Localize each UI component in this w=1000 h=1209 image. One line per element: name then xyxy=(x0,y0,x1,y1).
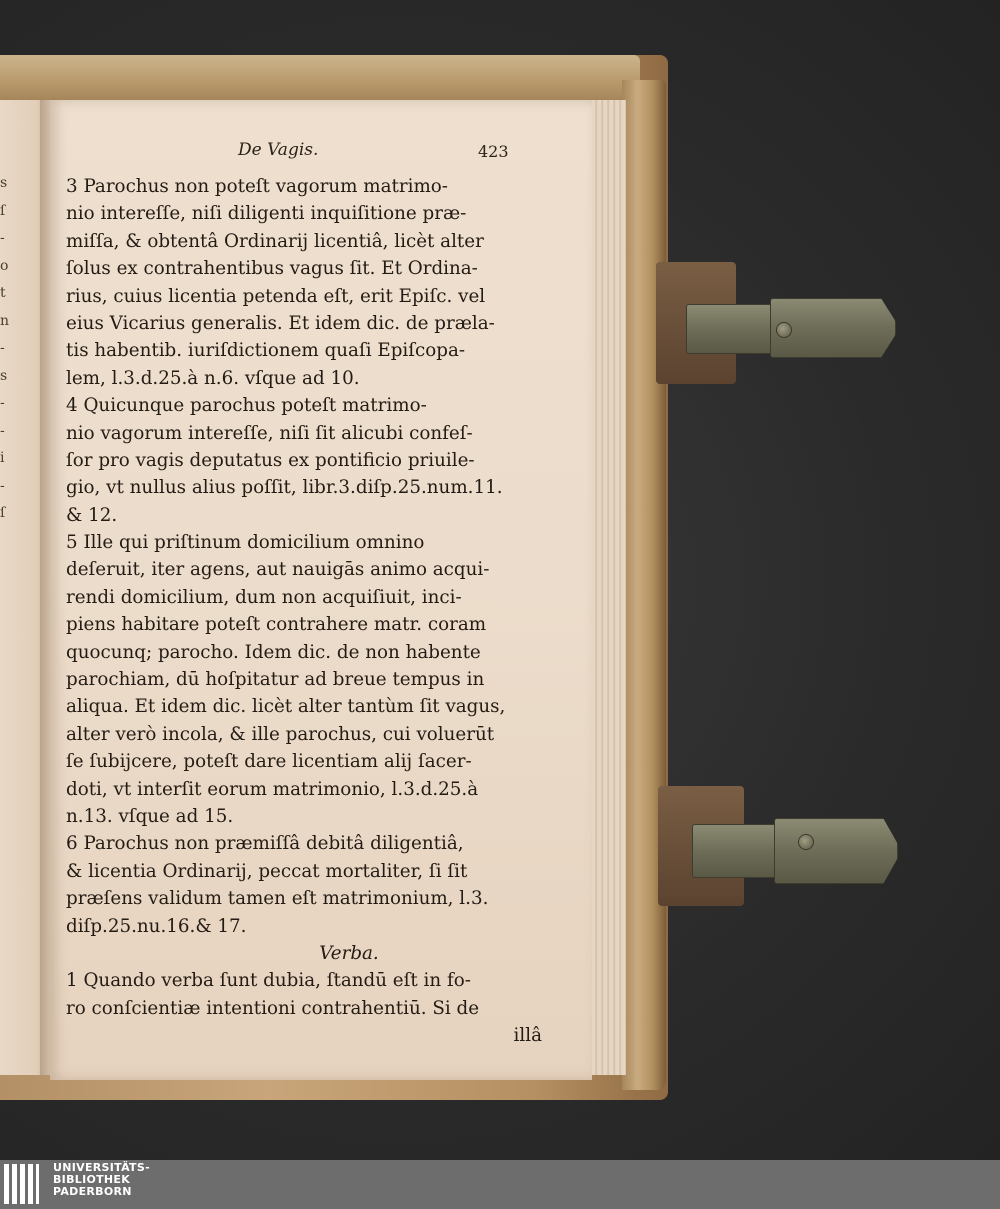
text-line: piens habitare poteſt contrahere matr. coram xyxy=(66,614,487,636)
text-line: & licentia Ordinarij, peccat mortaliter, ſi ſit xyxy=(66,860,468,882)
text-line: 3 Parochus non poteſt vagorum matrimo- xyxy=(66,176,448,197)
book-cover-fore-edge xyxy=(622,80,666,1090)
text-line: 1 Quando verba ſunt dubia, ſtandū eſt in fo- xyxy=(66,970,471,992)
text-line: diſp.25.nu.16.& 17. xyxy=(66,915,247,937)
text-line: gio, vt nullus alius poſſit, libr.3.diſp.25.num.11. xyxy=(66,477,503,499)
text-line: lem, l.3.d.25.à n.6. vſque ad 10. xyxy=(66,367,360,389)
catchword: illâ xyxy=(513,1025,542,1047)
running-head: De Vagis. xyxy=(238,140,319,160)
text-line: miſſa, & obtentâ Ordinarij licentiâ, licèt alter xyxy=(66,230,484,252)
text-line: 6 Parochus non præmiſſâ debitâ diligentiâ, xyxy=(66,833,464,855)
text-line: & 12. xyxy=(66,504,118,526)
facing-page-glyphs: s ſ - o t n - s - - i - ſ xyxy=(0,175,10,521)
text-line: parochiam, dū hoſpitatur ad breue tempus in xyxy=(66,669,485,691)
text-line: doti, vt interſit eorum matrimonio, l.3.d.25.à xyxy=(66,778,479,800)
text-line: tis habentib. iuriſdictionem quaſi Epiſcopa- xyxy=(66,340,466,362)
library-name: UNIVERSITÄTS- BIBLIOTHEK PADERBORN xyxy=(53,1161,150,1198)
body-text xyxy=(66,173,572,1050)
text-line: præſens validum tamen eſt matrimonium, l.3. xyxy=(66,888,489,910)
text-line: eius Vicarius generalis. Et idem dic. de præla- xyxy=(66,312,495,334)
text-line: quocunq; parocho. Idem dic. de non habente xyxy=(66,641,481,663)
text-line: alter verò incola, & ille parochus, cui voluerūt xyxy=(66,723,495,745)
text-line: ſor pro vagis deputatus ex pontificio priuile- xyxy=(66,449,475,471)
library-logo-icon xyxy=(4,1164,46,1204)
text-line: 5 Ille qui priſtinum domicilium omnino xyxy=(66,532,425,554)
text-line: ro conſcientiæ intentioni contrahentiū. Si de xyxy=(66,997,480,1019)
text-line: aliqua. Et idem dic. licèt alter tantùm ſit vagus, xyxy=(66,696,506,718)
footer-bar xyxy=(0,1160,1000,1209)
text-line: nio intereſſe, niſi diligenti inquiſitione præ- xyxy=(66,203,467,225)
text-line: nio vagorum intereſſe, niſi ſit alicubi confeſ- xyxy=(66,422,473,444)
text-line: rius, cuius licentia petenda eſt, erit Epiſc. vel xyxy=(66,285,486,307)
text-line: n.13. vſque ad 15. xyxy=(66,805,234,827)
text-line: deſeruit, iter agens, aut nauigās animo acqui- xyxy=(66,559,490,581)
book-cover-top-edge xyxy=(0,55,640,100)
text-line: ſe ſubijcere, poteſt dare licentiam alij ſacer- xyxy=(66,751,472,773)
text-line: ſolus ex contrahentibus vagus ſit. Et Ordina- xyxy=(66,258,478,280)
text-line: 4 Quicunque parochus poteſt matrimo- xyxy=(66,395,427,417)
page-stack-edge xyxy=(586,100,626,1075)
text-line: rendi domicilium, dum non acquiſiuit, inci- xyxy=(66,586,462,608)
section-heading: Verba. xyxy=(319,942,379,964)
page-number: 423 xyxy=(478,142,509,161)
